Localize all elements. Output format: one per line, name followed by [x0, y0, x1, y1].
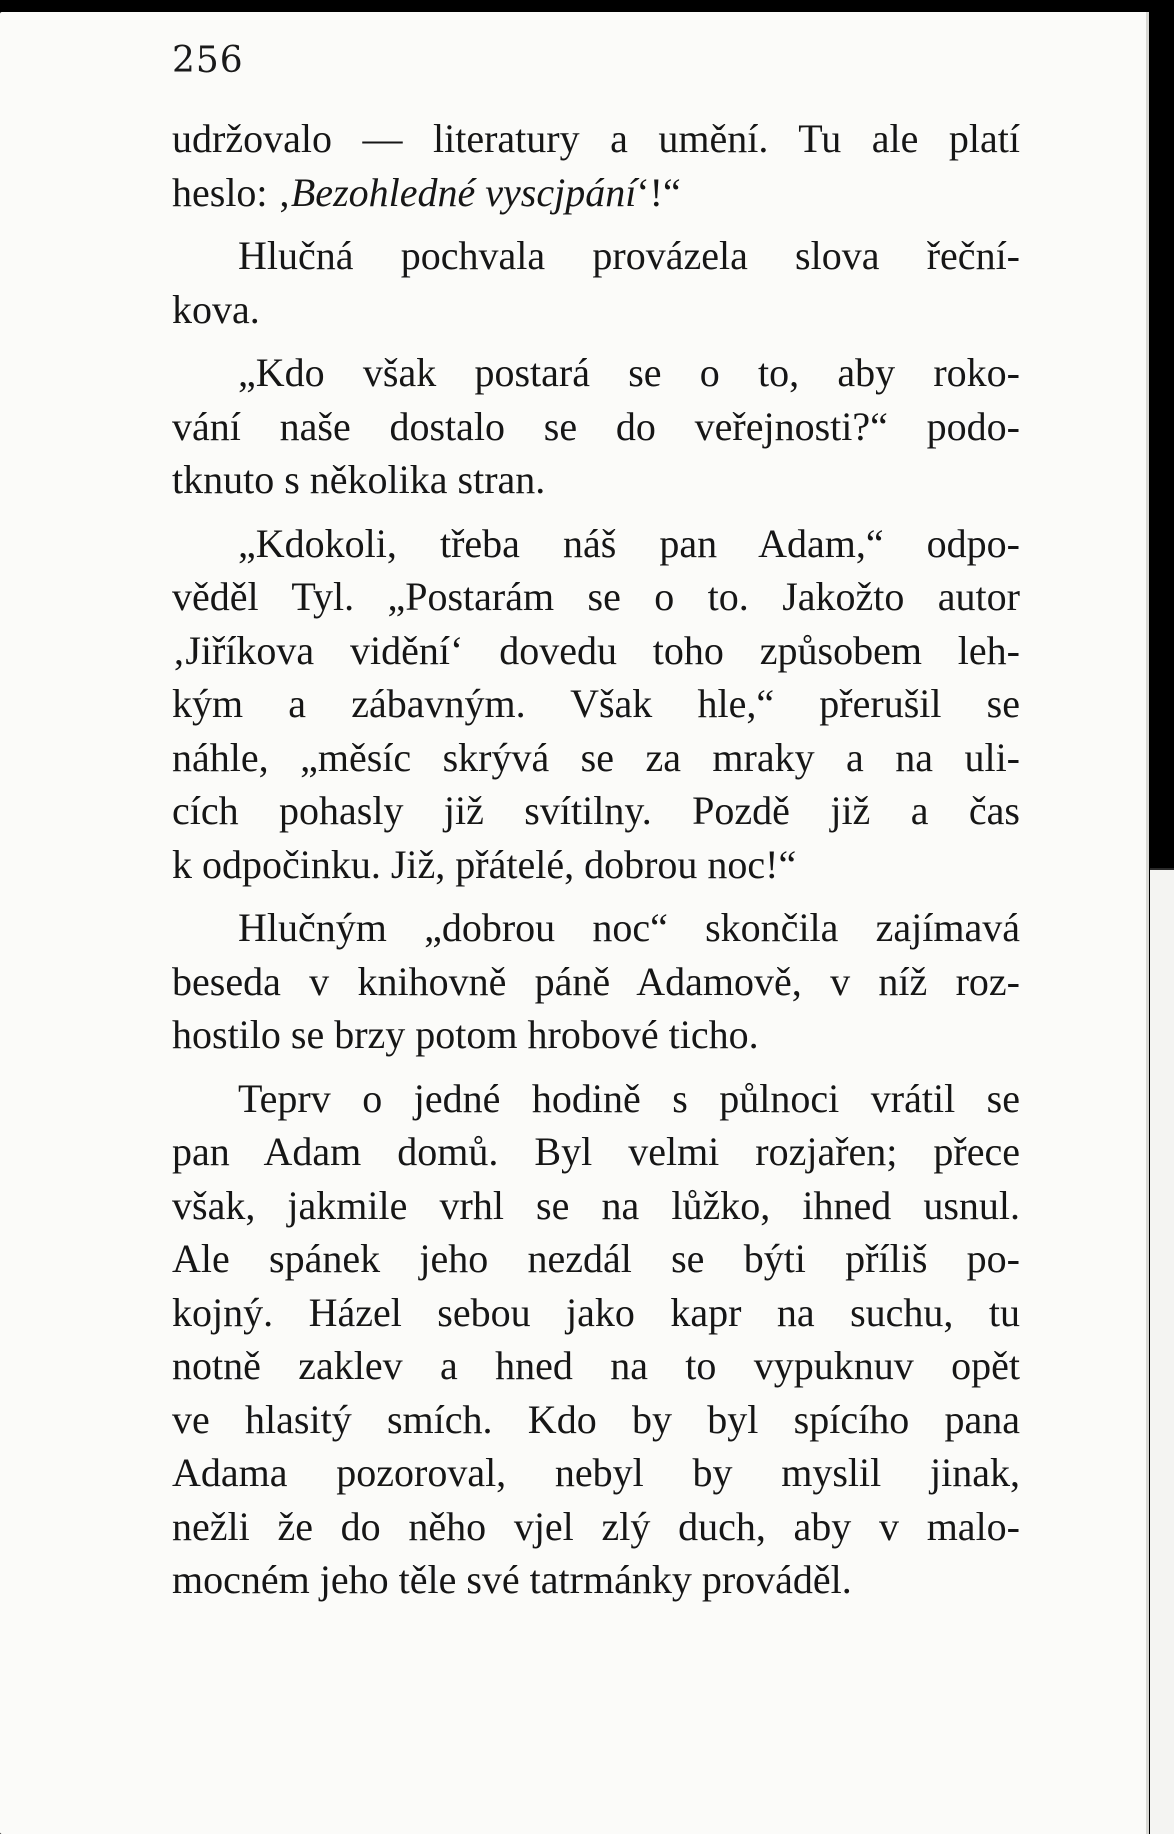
- text-line: tknuto s několika stran.: [172, 457, 546, 502]
- text-line: Ale spánek jeho nezdál se býti příliš po-: [172, 1236, 1020, 1281]
- text-line: kova.: [172, 286, 260, 332]
- text-line: cích pohasly již svítilny. Pozdě již a čas: [172, 788, 1020, 833]
- text-line: udržovalo — literatury a umění. Tu ale platí: [172, 116, 1020, 161]
- text-line-content: heslo: ‚Bezohledné vyscjpání‘!“: [172, 169, 681, 215]
- page-edge: [1146, 12, 1149, 1834]
- text-line: „Kdokoli, třeba náš pan Adam,“ odpo-: [238, 520, 1020, 566]
- text-line: Hlučným „dobrou noc“ skončila zajímavá: [238, 905, 1020, 950]
- text-line: „Kdo však postará se o to, aby roko-: [238, 350, 1020, 395]
- text-line: [172, 166, 1020, 220]
- page-number: 256: [172, 40, 244, 81]
- text-line: kým a zábavným. Však hle,“ přerušil se: [172, 681, 1020, 726]
- text-line: vání naše dostalo se do veřejnosti?“ podo-: [172, 403, 1020, 449]
- text-line: ve hlasitý smích. Kdo by byl spícího pana: [172, 1396, 1020, 1442]
- text-line: pan Adam domů. Byl velmi rozjařen; přece: [172, 1129, 1020, 1174]
- text-line: kojný. Házel sebou jako kapr na suchu, tu: [172, 1289, 1020, 1335]
- text-line: mocném jeho těle své tatrmánky prováděl.: [172, 1557, 852, 1602]
- text-line: Hlučná pochvala provázela slova řeční-: [238, 233, 1020, 278]
- text-line: hostilo se brzy potom hrobové ticho.: [172, 1012, 759, 1057]
- text-line: věděl Tyl. „Postarám se o to. Jakožto autor: [172, 574, 1020, 619]
- body-text: [172, 112, 1020, 1607]
- text-line: notně zaklev a hned na to vypuknuv opět: [172, 1343, 1020, 1388]
- text-line: k odpočinku. Již, přátelé, dobrou noc!“: [172, 841, 797, 887]
- text-line: náhle, „měsíc skrývá se za mraky a na uli-: [172, 734, 1020, 780]
- text-line: nežli že do něho vjel zlý duch, aby v malo-: [172, 1503, 1020, 1549]
- italic-title: Bezohledné vyscjpání: [290, 169, 637, 215]
- text-line: Adama pozoroval, nebyl by myslil jinak,: [172, 1450, 1020, 1495]
- text-line: ‚Jiříkova vidění‘ dovedu toho způsobem leh-: [172, 627, 1020, 673]
- text-line: však, jakmile vrhl se na lůžko, ihned usnul.: [172, 1182, 1020, 1228]
- text-line: beseda v knihovně páně Adamově, v níž roz-: [172, 958, 1020, 1004]
- adjacent-page-strip: [1150, 870, 1174, 1834]
- text-line: Teprv o jedné hodině s půlnoci vrátil se: [238, 1075, 1020, 1121]
